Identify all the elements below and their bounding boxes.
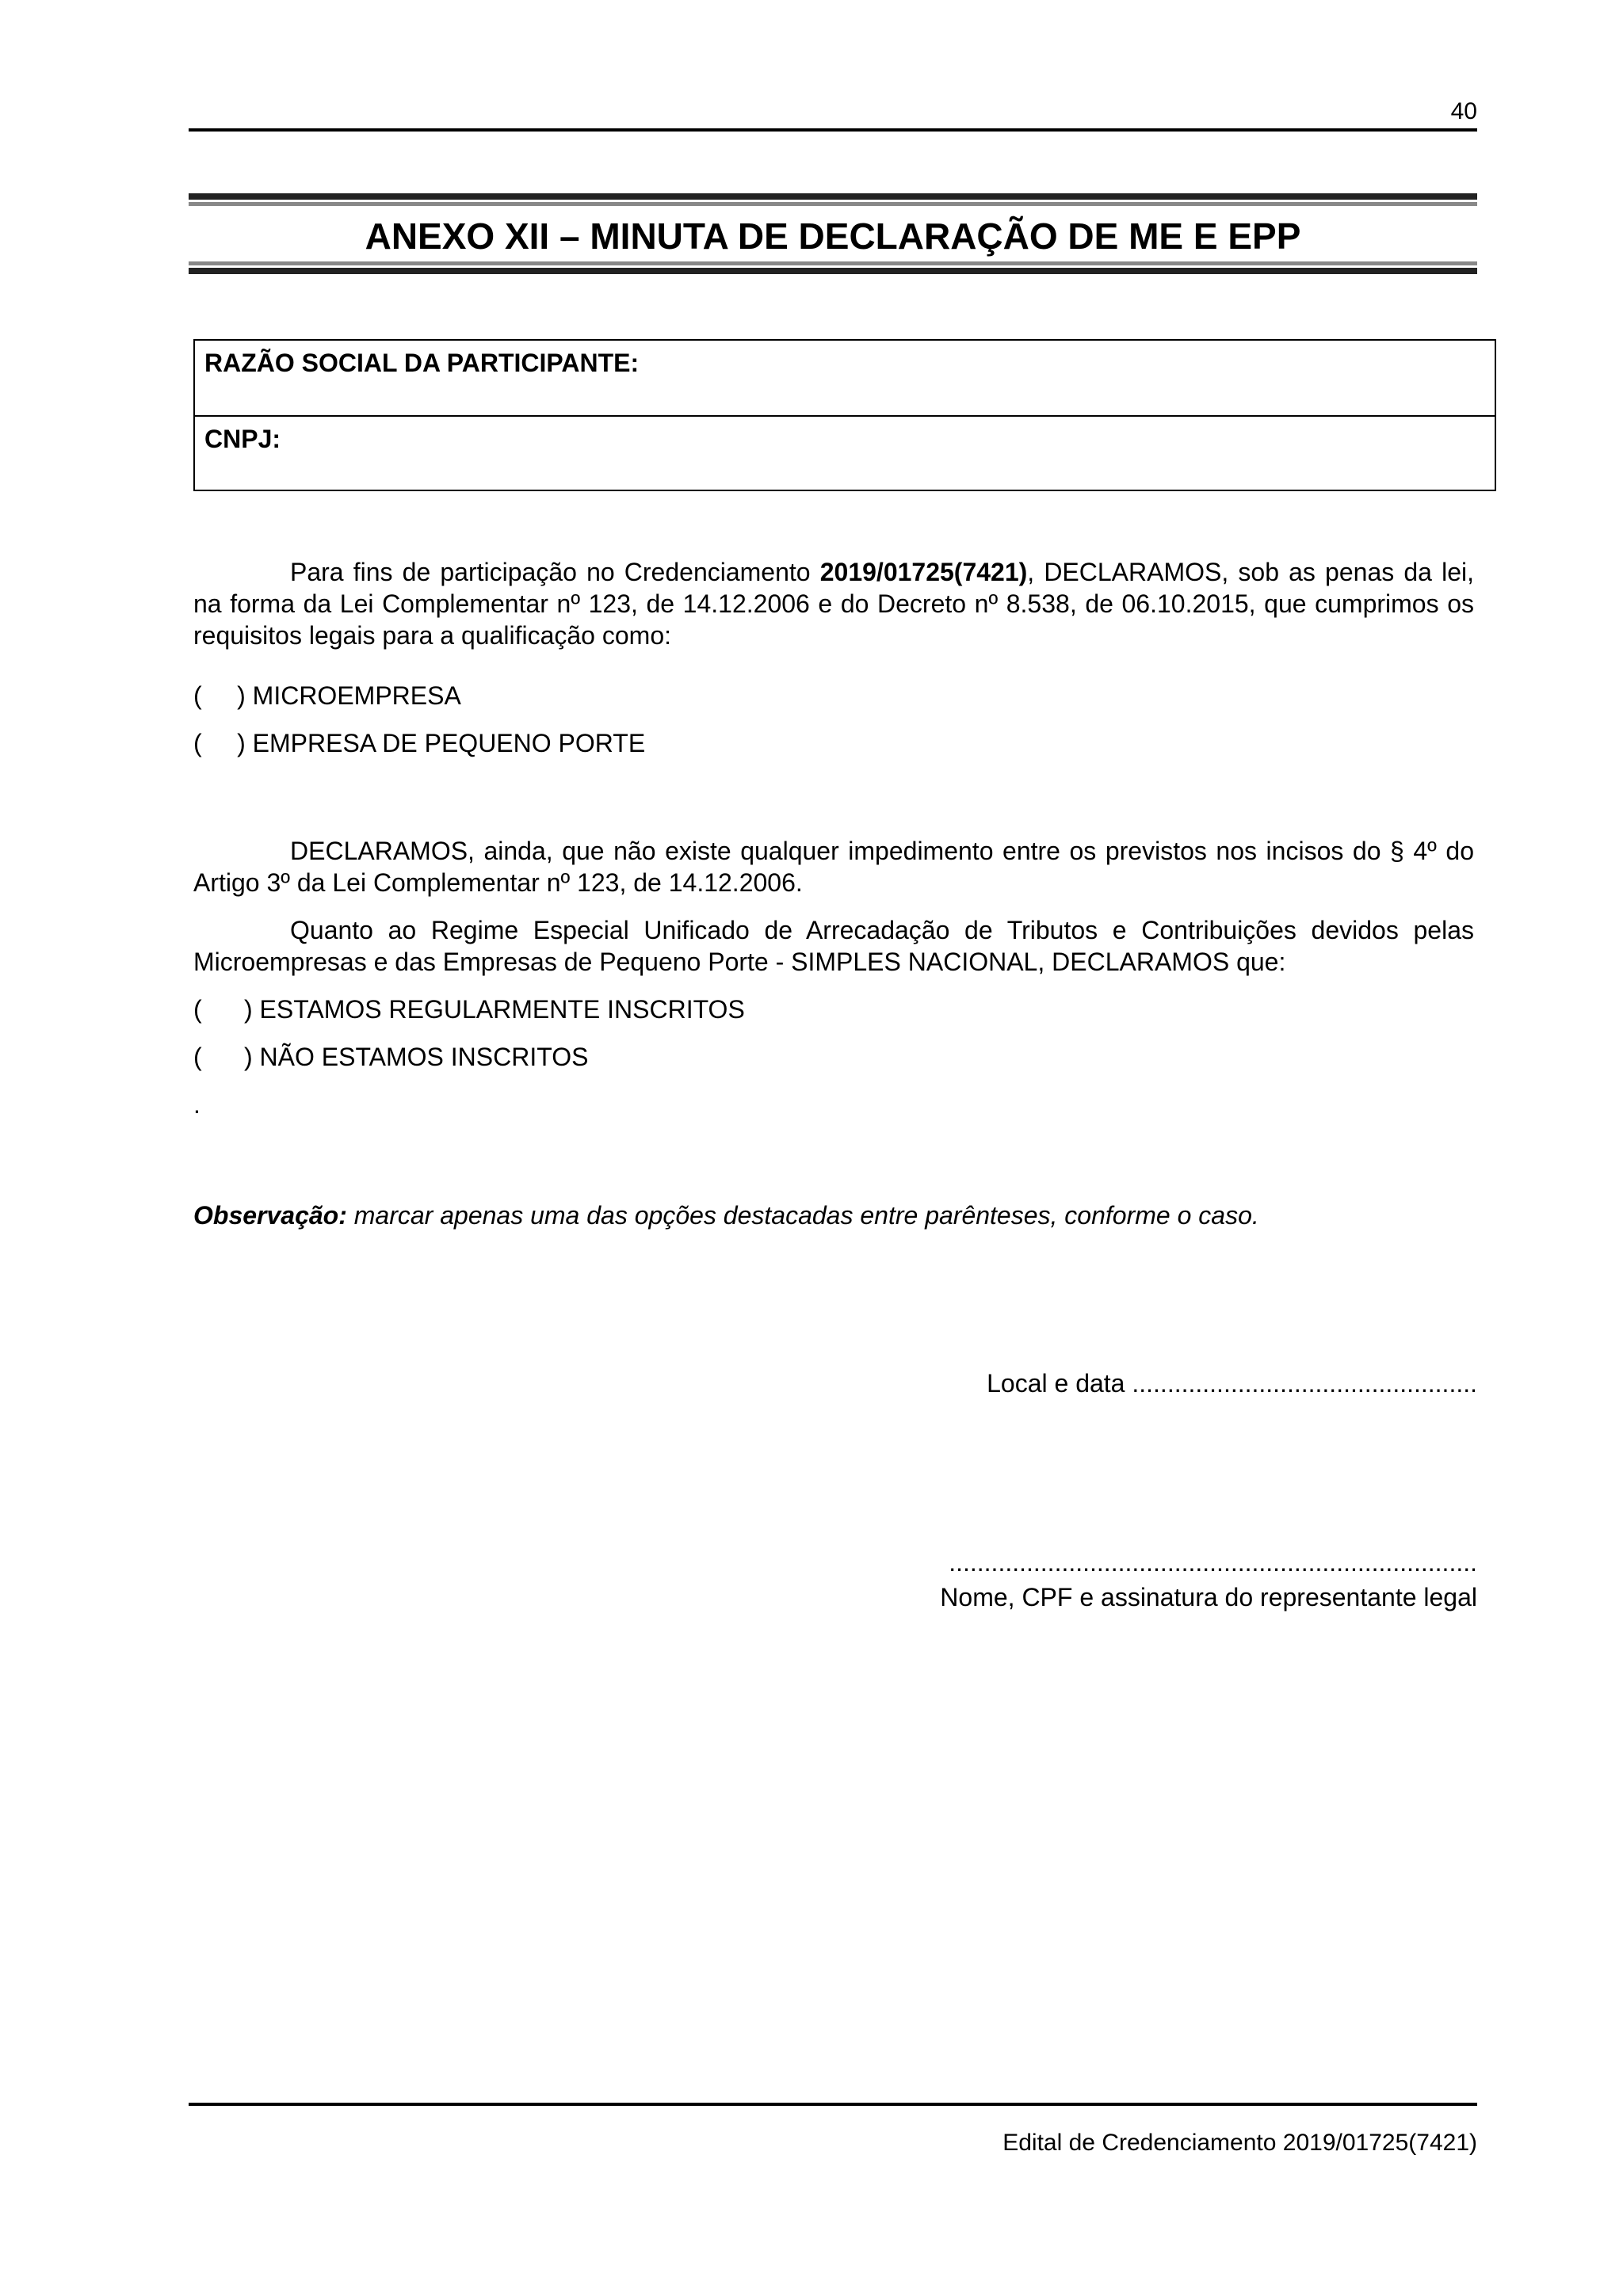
observation-text: marcar apenas uma das opções destacadas entre parênteses, conforme o caso. [346, 1201, 1259, 1230]
observation-note [193, 1201, 1259, 1230]
page-number: 40 [1450, 98, 1477, 124]
option-estamos-inscritos[interactable]: ( ) ESTAMOS REGULARMENTE INSCRITOS [193, 995, 745, 1024]
signature-dotted-line[interactable]: ........................................................................... [949, 1548, 1477, 1577]
razao-social-label: RAZÃO SOCIAL DA PARTICIPANTE: [204, 349, 640, 377]
header-rule [189, 128, 1477, 132]
credenciamento-number: 2019/01725(7421) [819, 558, 1028, 586]
local-e-data-line[interactable]: Local e data ................................................. [987, 1369, 1477, 1398]
cnpj-label: CNPJ: [204, 425, 281, 453]
declaration-paragraph-2: DECLARAMOS, ainda, que não existe qualquer impedimento entre os previstos nos incisos do § 4º do Artigo 3º da Lei Complementar nº 123, de 14.12.2006. [193, 837, 1474, 897]
title-band [189, 193, 1477, 277]
title-bottom-rule [189, 268, 1477, 274]
page-title: ANEXO XII – MINUTA DE DECLARAÇÃO DE ME E EPP [365, 215, 1301, 257]
participant-info-box [193, 339, 1496, 491]
footer-text: Edital de Credenciamento 2019/01725(7421) [1002, 2130, 1477, 2156]
title-bottom-thin-rule [189, 261, 1477, 265]
trailing-dot: . [193, 1090, 200, 1119]
option-nao-estamos-inscritos[interactable]: ( ) NÃO ESTAMOS INSCRITOS [193, 1043, 589, 1071]
p1-end: , DECLARAMOS, sob as penas da lei, na forma da Lei Complementar nº 123, de 14.12.2006 e do Decreto nº 8.538, de 06.10.2015, que cumprimos os requisitos legais para a qualificação como: [193, 558, 1475, 650]
option-microempresa[interactable]: ( ) MICROEMPRESA [193, 681, 461, 710]
title-top-thin-rule [189, 202, 1477, 206]
observation-label: Observação: [193, 1201, 347, 1230]
option-empresa-pequeno-porte[interactable]: ( ) EMPRESA DE PEQUENO PORTE [193, 729, 646, 757]
declaration-paragraph-1 [193, 556, 1474, 651]
signature-caption: Nome, CPF e assinatura do representante legal [940, 1583, 1477, 1611]
p1-start: Para fins de participação no Credenciamento [290, 558, 820, 586]
razao-social-field[interactable] [195, 341, 1495, 415]
declaration-paragraph-3: Quanto ao Regime Especial Unificado de Arrecadação de Tributos e Contribuições devidos pelas Microempresas e das Empresas de Pequeno Porte - SIMPLES NACIONAL, DECLARAMOS que: [193, 916, 1474, 976]
title-top-rule [189, 193, 1477, 200]
footer-rule [189, 2103, 1477, 2106]
cnpj-field[interactable] [195, 415, 1495, 490]
